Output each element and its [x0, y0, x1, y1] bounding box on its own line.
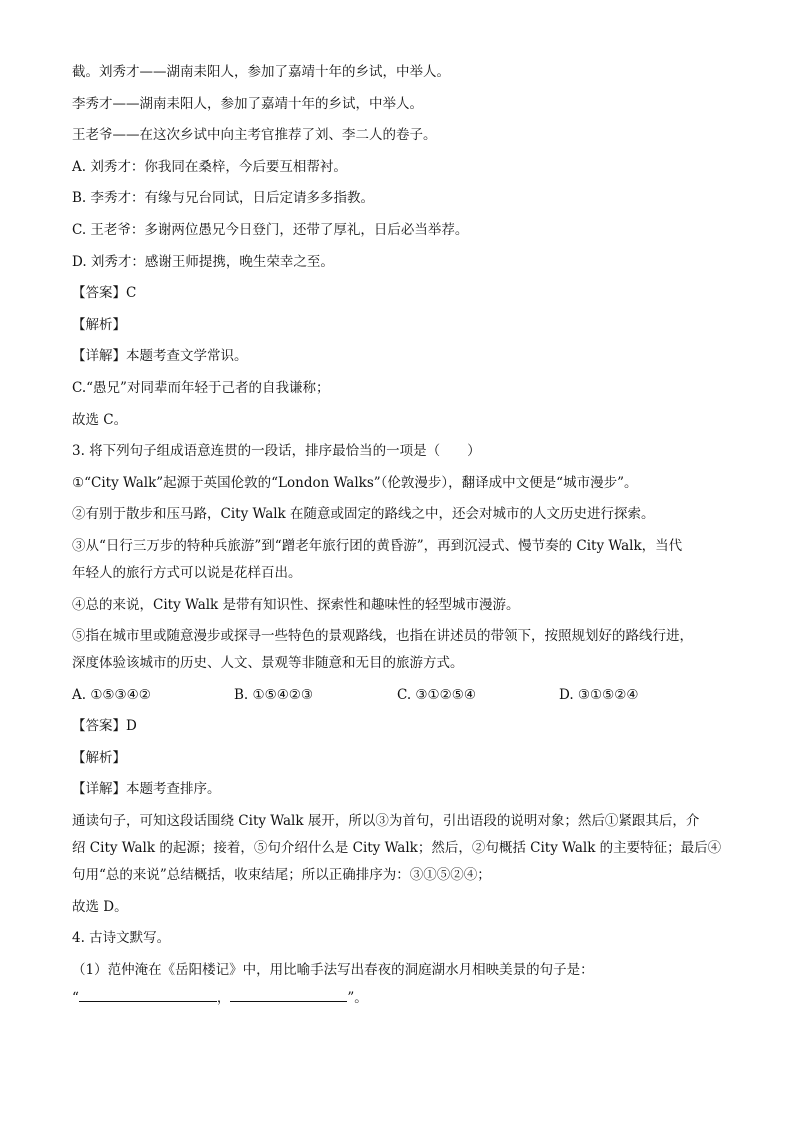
answer-label: 【答案】C: [72, 285, 137, 302]
detail-label: 【详解】本题考查排序。: [72, 781, 221, 798]
document-page: [72, 62, 722, 1018]
answer-label: 【答案】D: [72, 718, 137, 735]
sentence-5: ⑤指在城市里或随意漫步或探寻一些特色的景观路线，也指在讲述员的带领下，按照规划好的路线行进，: [72, 628, 693, 645]
choice-a: A. ①⑤③④②: [72, 686, 151, 703]
blank-1[interactable]: [79, 987, 217, 1002]
comma: ，: [216, 989, 231, 1006]
sentence-4: ④总的来说，City Walk 是带有知识性、探索性和趣味性的轻型城市漫游。: [72, 596, 520, 613]
sub-question-1: （1）范仲淹在《岳阳楼记》中，用比喻手法写出春夜的洞庭湖水月相映美景的句子是：: [72, 961, 594, 978]
analysis-label: 【解析】: [72, 316, 126, 333]
text-line: 故选 D。: [72, 898, 128, 915]
text-line: 通读句子，可知这段话围绕 City Walk 展开，所以③为首句，引出语段的说明对象；然后①紧跟其后，介: [72, 813, 700, 830]
question-4: 4. 古诗文默写。: [72, 930, 171, 947]
choice-c: C. ③①②⑤④: [397, 686, 476, 703]
question-3: 3. 将下列句子组成语意连贯的一段话，排序最恰当的一项是（ ）: [72, 443, 481, 460]
option-a: A. 刘秀才：你我同在桑梓，今后要互相帮衬。: [72, 158, 347, 175]
sentence-3-cont: 年轻人的旅行方式可以说是花样百出。: [72, 564, 302, 581]
text-line: 故选 C。: [72, 411, 128, 428]
open-quote: “: [72, 989, 79, 1006]
close-quote: ”。: [347, 989, 368, 1006]
detail-label: 【详解】本题考查文学常识。: [72, 348, 248, 365]
blank-2[interactable]: [230, 987, 347, 1002]
text-line: 截。刘秀才——湖南耒阳人，参加了嘉靖十年的乡试，中举人。: [72, 64, 450, 80]
option-b: B. 李秀才：有缘与兄台同试，日后定请多多指教。: [72, 190, 375, 207]
fill-blank-line: [72, 987, 722, 1019]
sentence-1: ①“City Walk”起源于英国伦敦的“London Walks”（伦敦漫步），翻译成中文便是“城市漫步”。: [72, 474, 638, 491]
sentence-3: ③从“日行三万步的特种兵旅游”到“蹭老年旅行团的黄昏游”，再到沉浸式、慢节奏的 City Walk，当代: [72, 537, 683, 554]
text-line: 李秀才——湖南耒阳人，参加了嘉靖十年的乡试，中举人。: [72, 95, 423, 112]
sentence-5-cont: 深度体验该城市的历史、人文、景观等非随意和无目的旅游方式。: [72, 655, 464, 672]
choice-d: D. ③①⑤②④: [559, 686, 639, 703]
text-line: 王老爷——在这次乡试中向主考官推荐了刘、李二人的卷子。: [72, 127, 437, 144]
options-row: [72, 685, 722, 717]
sentence-2: ②有别于散步和压马路，City Walk 在随意或固定的路线之中，还会对城市的人文历史进行探索。: [72, 506, 655, 523]
choice-b: B. ①⑤④②③: [234, 686, 314, 703]
option-d: D. 刘秀才：感谢王师提携，晚生荣幸之至。: [72, 253, 334, 270]
text-line: C.“愚兄”对同辈而年轻于己者的自我谦称；: [72, 379, 330, 396]
analysis-label: 【解析】: [72, 749, 126, 766]
text-line: 句用“总的来说”总结概括，收束结尾；所以正确排序为：③①⑤②④；: [72, 867, 491, 884]
option-c: C. 王老爷：多谢两位愚兄今日登门，还带了厚礼，日后必当举荐。: [72, 221, 469, 238]
text-line: 绍 City Walk 的起源；接着，⑤句介绍什么是 City Walk；然后，②句概括 City Walk 的主要特征；最后④: [72, 840, 722, 857]
